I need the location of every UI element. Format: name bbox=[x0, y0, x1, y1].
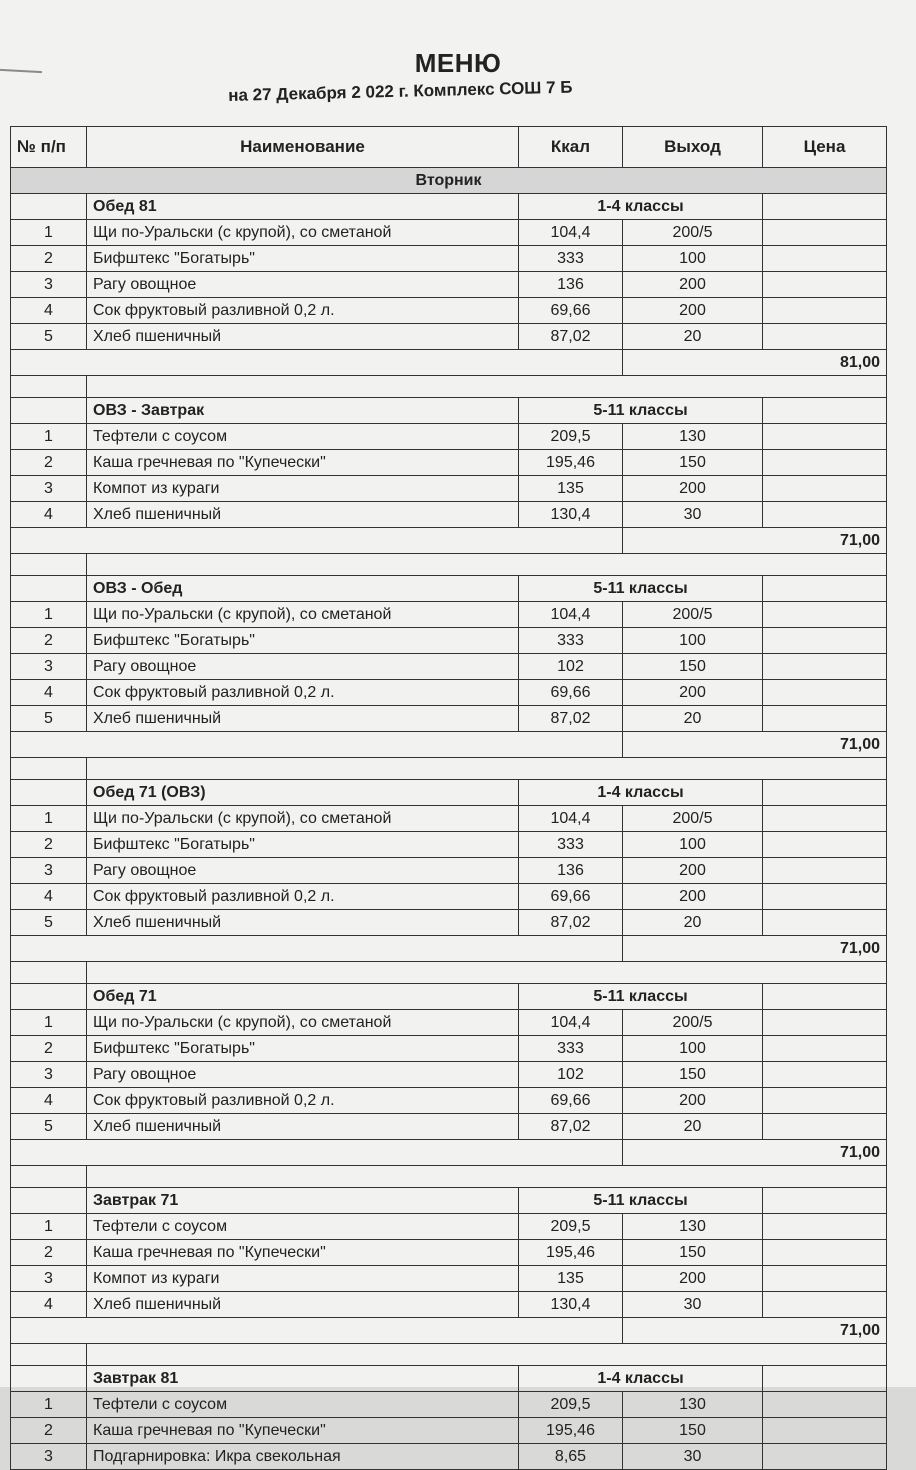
section-header bbox=[11, 984, 887, 1010]
row-number: 3 bbox=[11, 272, 87, 298]
dish-price bbox=[763, 1036, 887, 1062]
dish-name: Хлеб пшеничный bbox=[87, 706, 519, 732]
table-row bbox=[11, 680, 887, 706]
dish-kcal: 102 bbox=[519, 1062, 623, 1088]
menu-table bbox=[10, 126, 887, 1470]
row-number: 3 bbox=[11, 476, 87, 502]
header-num: № п/п bbox=[11, 127, 87, 168]
row-number: 5 bbox=[11, 324, 87, 350]
dish-name: Рагу овощное bbox=[87, 858, 519, 884]
dish-name: Компот из кураги bbox=[87, 476, 519, 502]
dish-price bbox=[763, 1010, 887, 1036]
table-row bbox=[11, 324, 887, 350]
dish-price bbox=[763, 1418, 887, 1444]
dish-price bbox=[763, 806, 887, 832]
dish-name: Сок фруктовый разливной 0,2 л. bbox=[87, 298, 519, 324]
dish-price bbox=[763, 1114, 887, 1140]
section-price-blank bbox=[763, 984, 887, 1010]
day-row bbox=[11, 168, 887, 194]
header-name: Наименование bbox=[87, 127, 519, 168]
table-row bbox=[11, 910, 887, 936]
dish-yield: 150 bbox=[623, 654, 763, 680]
dish-name: Сок фруктовый разливной 0,2 л. bbox=[87, 680, 519, 706]
dish-yield: 20 bbox=[623, 910, 763, 936]
section-classes: 5-11 классы bbox=[519, 576, 763, 602]
section-title: Завтрак 71 bbox=[87, 1188, 519, 1214]
dish-name: Щи по-Уральски (с крупой), со сметаной bbox=[87, 1010, 519, 1036]
section-classes: 1-4 классы bbox=[519, 1366, 763, 1392]
dish-kcal: 87,02 bbox=[519, 910, 623, 936]
section-price-blank bbox=[763, 1366, 887, 1392]
dish-kcal: 130,4 bbox=[519, 502, 623, 528]
dish-kcal: 136 bbox=[519, 858, 623, 884]
section-spacer bbox=[11, 194, 87, 220]
table-row bbox=[11, 1392, 887, 1418]
row-number: 2 bbox=[11, 246, 87, 272]
row-number: 1 bbox=[11, 220, 87, 246]
gap-cell bbox=[87, 1166, 887, 1188]
dish-price bbox=[763, 1214, 887, 1240]
dish-name: Каша гречневая по "Купечески" bbox=[87, 450, 519, 476]
row-number: 3 bbox=[11, 1444, 87, 1470]
total-row bbox=[11, 1140, 887, 1166]
row-number: 1 bbox=[11, 1214, 87, 1240]
dish-name: Бифштекс "Богатырь" bbox=[87, 1036, 519, 1062]
section-total-price: 71,00 bbox=[623, 732, 887, 758]
total-spacer bbox=[11, 528, 623, 554]
dish-yield: 200/5 bbox=[623, 1010, 763, 1036]
dish-name: Рагу овощное bbox=[87, 654, 519, 680]
section-title: Обед 71 (ОВЗ) bbox=[87, 780, 519, 806]
gap-cell bbox=[87, 554, 887, 576]
dish-name: Тефтели с соусом bbox=[87, 1392, 519, 1418]
table-row bbox=[11, 1214, 887, 1240]
dish-kcal: 69,66 bbox=[519, 884, 623, 910]
gap-row bbox=[11, 1344, 887, 1366]
section-title: ОВЗ - Обед bbox=[87, 576, 519, 602]
dish-kcal: 135 bbox=[519, 476, 623, 502]
dish-kcal: 104,4 bbox=[519, 806, 623, 832]
dish-price bbox=[763, 858, 887, 884]
row-number: 2 bbox=[11, 450, 87, 476]
gap-row bbox=[11, 376, 887, 398]
total-row bbox=[11, 732, 887, 758]
dish-name: Щи по-Уральски (с крупой), со сметаной bbox=[87, 220, 519, 246]
table-row bbox=[11, 424, 887, 450]
dish-price bbox=[763, 450, 887, 476]
dish-name: Компот из кураги bbox=[87, 1266, 519, 1292]
table-row bbox=[11, 806, 887, 832]
table-row bbox=[11, 628, 887, 654]
section-total-price: 71,00 bbox=[623, 1140, 887, 1166]
dish-yield: 100 bbox=[623, 832, 763, 858]
row-number: 2 bbox=[11, 628, 87, 654]
dish-name: Хлеб пшеничный bbox=[87, 1292, 519, 1318]
dish-kcal: 104,4 bbox=[519, 220, 623, 246]
dish-price bbox=[763, 476, 887, 502]
dish-name: Тефтели с соусом bbox=[87, 1214, 519, 1240]
dish-yield: 200 bbox=[623, 272, 763, 298]
dish-yield: 150 bbox=[623, 1240, 763, 1266]
section-classes: 1-4 классы bbox=[519, 194, 763, 220]
total-spacer bbox=[11, 1140, 623, 1166]
table-row bbox=[11, 502, 887, 528]
section-price-blank bbox=[763, 576, 887, 602]
dish-name: Сок фруктовый разливной 0,2 л. bbox=[87, 1088, 519, 1114]
dish-yield: 150 bbox=[623, 1062, 763, 1088]
total-row bbox=[11, 350, 887, 376]
dish-kcal: 69,66 bbox=[519, 1088, 623, 1114]
dish-kcal: 102 bbox=[519, 654, 623, 680]
total-row bbox=[11, 936, 887, 962]
total-spacer bbox=[11, 936, 623, 962]
section-spacer bbox=[11, 576, 87, 602]
dish-yield: 200/5 bbox=[623, 806, 763, 832]
row-number: 4 bbox=[11, 680, 87, 706]
dish-yield: 20 bbox=[623, 1114, 763, 1140]
section-header bbox=[11, 1188, 887, 1214]
table-row bbox=[11, 832, 887, 858]
dish-kcal: 135 bbox=[519, 1266, 623, 1292]
dish-name: Каша гречневая по "Купечески" bbox=[87, 1418, 519, 1444]
day-label: Вторник bbox=[11, 168, 887, 194]
table-row bbox=[11, 1418, 887, 1444]
gap-cell bbox=[87, 1344, 887, 1366]
section-header bbox=[11, 1366, 887, 1392]
dish-price bbox=[763, 832, 887, 858]
dish-kcal: 87,02 bbox=[519, 324, 623, 350]
dish-name: Рагу овощное bbox=[87, 1062, 519, 1088]
section-classes: 5-11 классы bbox=[519, 1188, 763, 1214]
dish-yield: 150 bbox=[623, 1418, 763, 1444]
dish-yield: 200 bbox=[623, 680, 763, 706]
dish-price bbox=[763, 220, 887, 246]
section-spacer bbox=[11, 780, 87, 806]
gap-cell bbox=[87, 758, 887, 780]
dish-kcal: 69,66 bbox=[519, 680, 623, 706]
dish-yield: 30 bbox=[623, 502, 763, 528]
dish-price bbox=[763, 1062, 887, 1088]
dish-yield: 20 bbox=[623, 706, 763, 732]
row-number: 3 bbox=[11, 1062, 87, 1088]
dish-yield: 30 bbox=[623, 1292, 763, 1318]
dish-price bbox=[763, 1088, 887, 1114]
dish-name: Бифштекс "Богатырь" bbox=[87, 832, 519, 858]
dish-kcal: 195,46 bbox=[519, 1240, 623, 1266]
dish-kcal: 69,66 bbox=[519, 298, 623, 324]
row-number: 1 bbox=[11, 806, 87, 832]
dish-yield: 200/5 bbox=[623, 220, 763, 246]
dish-price bbox=[763, 680, 887, 706]
dish-name: Хлеб пшеничный bbox=[87, 1114, 519, 1140]
dish-price bbox=[763, 298, 887, 324]
row-number: 3 bbox=[11, 654, 87, 680]
row-number: 2 bbox=[11, 1240, 87, 1266]
dish-price bbox=[763, 602, 887, 628]
gap-cell bbox=[11, 554, 87, 576]
table-row bbox=[11, 298, 887, 324]
gap-cell bbox=[87, 962, 887, 984]
table-row bbox=[11, 706, 887, 732]
page-title: МЕНЮ bbox=[414, 48, 502, 78]
table-row bbox=[11, 1240, 887, 1266]
row-number: 2 bbox=[11, 832, 87, 858]
row-number: 5 bbox=[11, 910, 87, 936]
dish-price bbox=[763, 1292, 887, 1318]
table-row bbox=[11, 220, 887, 246]
total-row bbox=[11, 528, 887, 554]
dish-price bbox=[763, 424, 887, 450]
section-spacer bbox=[11, 398, 87, 424]
row-number: 4 bbox=[11, 1292, 87, 1318]
dish-yield: 30 bbox=[623, 1444, 763, 1470]
dish-name: Хлеб пшеничный bbox=[87, 502, 519, 528]
dish-name: Бифштекс "Богатырь" bbox=[87, 246, 519, 272]
table-row bbox=[11, 858, 887, 884]
gap-cell bbox=[11, 962, 87, 984]
gap-cell bbox=[11, 1344, 87, 1366]
dish-price bbox=[763, 502, 887, 528]
dish-yield: 200 bbox=[623, 884, 763, 910]
dish-yield: 200 bbox=[623, 298, 763, 324]
dish-name: Каша гречневая по "Купечески" bbox=[87, 1240, 519, 1266]
section-price-blank bbox=[763, 780, 887, 806]
section-spacer bbox=[11, 984, 87, 1010]
dish-yield: 200 bbox=[623, 858, 763, 884]
dish-yield: 130 bbox=[623, 1214, 763, 1240]
dish-kcal: 333 bbox=[519, 628, 623, 654]
section-spacer bbox=[11, 1188, 87, 1214]
table-row bbox=[11, 654, 887, 680]
dish-kcal: 333 bbox=[519, 832, 623, 858]
dish-kcal: 209,5 bbox=[519, 1214, 623, 1240]
table-row bbox=[11, 1010, 887, 1036]
dish-kcal: 195,46 bbox=[519, 450, 623, 476]
section-header bbox=[11, 194, 887, 220]
table-row bbox=[11, 1036, 887, 1062]
dish-yield: 200 bbox=[623, 1266, 763, 1292]
table-row bbox=[11, 1266, 887, 1292]
total-spacer bbox=[11, 350, 623, 376]
header-kcal: Ккал bbox=[519, 127, 623, 168]
total-row bbox=[11, 1318, 887, 1344]
gap-row bbox=[11, 962, 887, 984]
dish-yield: 100 bbox=[623, 1036, 763, 1062]
dish-name: Щи по-Уральски (с крупой), со сметаной bbox=[87, 806, 519, 832]
dish-price bbox=[763, 1392, 887, 1418]
dish-name: Щи по-Уральски (с крупой), со сметаной bbox=[87, 602, 519, 628]
row-number: 1 bbox=[11, 1392, 87, 1418]
row-number: 1 bbox=[11, 602, 87, 628]
table-row bbox=[11, 246, 887, 272]
dish-yield: 130 bbox=[623, 1392, 763, 1418]
dish-price bbox=[763, 246, 887, 272]
dish-kcal: 87,02 bbox=[519, 1114, 623, 1140]
dish-name: Сок фруктовый разливной 0,2 л. bbox=[87, 884, 519, 910]
gap-cell bbox=[11, 1166, 87, 1188]
total-spacer bbox=[11, 732, 623, 758]
dish-yield: 100 bbox=[623, 246, 763, 272]
table-row bbox=[11, 1088, 887, 1114]
dish-price bbox=[763, 884, 887, 910]
row-number: 3 bbox=[11, 1266, 87, 1292]
row-number: 2 bbox=[11, 1036, 87, 1062]
table-row bbox=[11, 450, 887, 476]
dish-name: Рагу овощное bbox=[87, 272, 519, 298]
dish-price bbox=[763, 1444, 887, 1470]
menu-body bbox=[11, 168, 887, 1470]
dish-price bbox=[763, 628, 887, 654]
section-total-price: 71,00 bbox=[623, 528, 887, 554]
dish-kcal: 333 bbox=[519, 1036, 623, 1062]
dish-price bbox=[763, 272, 887, 298]
table-row bbox=[11, 602, 887, 628]
section-total-price: 71,00 bbox=[623, 1318, 887, 1344]
dish-kcal: 195,46 bbox=[519, 1418, 623, 1444]
row-number: 4 bbox=[11, 884, 87, 910]
section-title: Завтрак 81 bbox=[87, 1366, 519, 1392]
dish-kcal: 130,4 bbox=[519, 1292, 623, 1318]
dish-price bbox=[763, 654, 887, 680]
dish-kcal: 8,65 bbox=[519, 1444, 623, 1470]
dish-price bbox=[763, 324, 887, 350]
dish-kcal: 104,4 bbox=[519, 1010, 623, 1036]
dish-price bbox=[763, 1240, 887, 1266]
section-price-blank bbox=[763, 1188, 887, 1214]
table-row bbox=[11, 884, 887, 910]
dish-yield: 200 bbox=[623, 476, 763, 502]
section-total-price: 71,00 bbox=[623, 936, 887, 962]
header-yield: Выход bbox=[623, 127, 763, 168]
row-number: 1 bbox=[11, 1010, 87, 1036]
row-number: 1 bbox=[11, 424, 87, 450]
dish-yield: 130 bbox=[623, 424, 763, 450]
header-price: Цена bbox=[763, 127, 887, 168]
section-spacer bbox=[11, 1366, 87, 1392]
dish-kcal: 333 bbox=[519, 246, 623, 272]
gap-cell bbox=[11, 758, 87, 780]
dish-name: Хлеб пшеничный bbox=[87, 324, 519, 350]
dish-yield: 200 bbox=[623, 1088, 763, 1114]
table-row bbox=[11, 272, 887, 298]
section-title: Обед 71 bbox=[87, 984, 519, 1010]
table-row bbox=[11, 476, 887, 502]
section-header bbox=[11, 398, 887, 424]
dish-price bbox=[763, 1266, 887, 1292]
gap-row bbox=[11, 758, 887, 780]
dish-price bbox=[763, 910, 887, 936]
gap-cell bbox=[11, 376, 87, 398]
section-header bbox=[11, 576, 887, 602]
section-classes: 5-11 классы bbox=[519, 398, 763, 424]
total-spacer bbox=[11, 1318, 623, 1344]
table-row bbox=[11, 1114, 887, 1140]
table-row bbox=[11, 1444, 887, 1470]
row-number: 5 bbox=[11, 706, 87, 732]
table-row bbox=[11, 1062, 887, 1088]
dish-price bbox=[763, 706, 887, 732]
row-number: 4 bbox=[11, 502, 87, 528]
header-row bbox=[11, 127, 887, 168]
section-classes: 5-11 классы bbox=[519, 984, 763, 1010]
dish-kcal: 209,5 bbox=[519, 424, 623, 450]
dish-kcal: 136 bbox=[519, 272, 623, 298]
section-total-price: 81,00 bbox=[623, 350, 887, 376]
dish-name: Подгарнировка: Икра свекольная bbox=[87, 1444, 519, 1470]
dish-yield: 200/5 bbox=[623, 602, 763, 628]
dish-yield: 150 bbox=[623, 450, 763, 476]
row-number: 3 bbox=[11, 858, 87, 884]
section-title: ОВЗ - Завтрак bbox=[87, 398, 519, 424]
gap-row bbox=[11, 554, 887, 576]
gap-row bbox=[11, 1166, 887, 1188]
section-title: Обед 81 bbox=[87, 194, 519, 220]
dish-name: Бифштекс "Богатырь" bbox=[87, 628, 519, 654]
row-number: 5 bbox=[11, 1114, 87, 1140]
row-number: 4 bbox=[11, 298, 87, 324]
section-price-blank bbox=[763, 194, 887, 220]
row-number: 4 bbox=[11, 1088, 87, 1114]
table-row bbox=[11, 1292, 887, 1318]
section-header bbox=[11, 780, 887, 806]
section-price-blank bbox=[763, 398, 887, 424]
dish-yield: 100 bbox=[623, 628, 763, 654]
dish-kcal: 104,4 bbox=[519, 602, 623, 628]
page-subtitle: на 27 Декабря 2 022 г. Комплекс СОШ 7 Б bbox=[228, 77, 573, 105]
dish-kcal: 87,02 bbox=[519, 706, 623, 732]
dish-name: Тефтели с соусом bbox=[87, 424, 519, 450]
gap-cell bbox=[87, 376, 887, 398]
row-number: 2 bbox=[11, 1418, 87, 1444]
dish-name: Хлеб пшеничный bbox=[87, 910, 519, 936]
section-classes: 1-4 классы bbox=[519, 780, 763, 806]
dish-yield: 20 bbox=[623, 324, 763, 350]
dish-kcal: 209,5 bbox=[519, 1392, 623, 1418]
